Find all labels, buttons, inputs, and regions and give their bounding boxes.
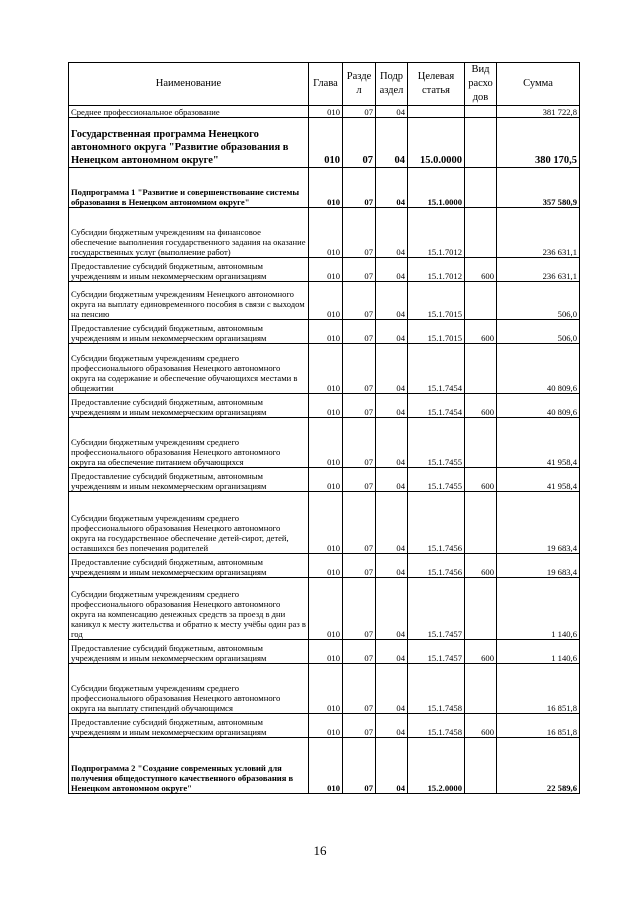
row-subsection: 04 <box>376 394 408 418</box>
row-subsection: 04 <box>376 258 408 282</box>
row-chapter: 010 <box>309 282 343 320</box>
row-section: 07 <box>343 554 376 578</box>
row-sum: 506,0 <box>497 282 580 320</box>
row-name: Субсидии бюджетным учреждениям среднего профессионального образования Ненецкого автономного округа на обеспечение питанием обучающихся <box>69 418 309 468</box>
row-section: 07 <box>343 418 376 468</box>
table-row <box>69 282 580 320</box>
row-sum: 236 631,1 <box>497 208 580 258</box>
row-sum: 236 631,1 <box>497 258 580 282</box>
row-target: 15.1.7015 <box>408 282 465 320</box>
row-subsection: 04 <box>376 168 408 208</box>
row-section: 07 <box>343 714 376 738</box>
table-row <box>69 258 580 282</box>
row-sum: 40 809,6 <box>497 344 580 394</box>
row-subsection: 04 <box>376 320 408 344</box>
table-header-row <box>69 63 580 106</box>
row-section: 07 <box>343 492 376 554</box>
row-target <box>408 106 465 118</box>
table-row <box>69 344 580 394</box>
header-sum: Сумма <box>497 63 580 106</box>
row-section: 07 <box>343 320 376 344</box>
row-name: Субсидии бюджетным учреждениям среднего профессионального образования Ненецкого автономного округа на государственное обеспечение детей-сирот, детей, оставшихся без попечения родителей <box>69 492 309 554</box>
row-section: 07 <box>343 106 376 118</box>
row-section: 07 <box>343 394 376 418</box>
row-chapter: 010 <box>309 714 343 738</box>
row-target: 15.1.7455 <box>408 418 465 468</box>
row-type <box>465 418 497 468</box>
row-type <box>465 738 497 794</box>
row-target: 15.1.7454 <box>408 344 465 394</box>
row-chapter: 010 <box>309 258 343 282</box>
row-name: Субсидии бюджетным учреждениям Ненецкого автономного округа на выплату единовременного пособия в связи с выходом на пенсию <box>69 282 309 320</box>
row-name: Предоставление субсидий бюджетным, автономным учреждениям и иным некоммерческим организациям <box>69 554 309 578</box>
row-subsection: 04 <box>376 640 408 664</box>
row-sum: 380 170,5 <box>497 118 580 168</box>
row-target: 15.1.7012 <box>408 208 465 258</box>
row-chapter: 010 <box>309 578 343 640</box>
row-name: Субсидии бюджетным учреждениям на финансовое обеспечение выполнения государственного задания на оказание государственных услуг (выполнение работ) <box>69 208 309 258</box>
row-chapter: 010 <box>309 664 343 714</box>
row-target: 15.1.7458 <box>408 714 465 738</box>
row-subsection: 04 <box>376 492 408 554</box>
row-subsection: 04 <box>376 418 408 468</box>
row-section: 07 <box>343 468 376 492</box>
row-name: Подпрограмма 2 "Создание современных условий для получения общедоступного качественного образования в Ненецком автономном округе" <box>69 738 309 794</box>
table-row <box>69 468 580 492</box>
table-row <box>69 208 580 258</box>
row-subsection: 04 <box>376 118 408 168</box>
header-type: Вид расхо дов <box>465 63 497 106</box>
row-name: Среднее профессиональное образование <box>69 106 309 118</box>
row-subsection: 04 <box>376 554 408 578</box>
row-type: 600 <box>465 554 497 578</box>
row-sum: 506,0 <box>497 320 580 344</box>
row-sum: 19 683,4 <box>497 554 580 578</box>
table-row <box>69 106 580 118</box>
table-row <box>69 320 580 344</box>
row-name: Предоставление субсидий бюджетным, автономным учреждениям и иным некоммерческим организациям <box>69 468 309 492</box>
table-row <box>69 578 580 640</box>
table-row <box>69 714 580 738</box>
row-name: Субсидии бюджетным учреждениям среднего профессионального образования Ненецкого автономного округа на компенсацию денежных средств за проезд в дни каникул к месту жительства и обратно к месту учёбы один раз в год <box>69 578 309 640</box>
row-section: 07 <box>343 640 376 664</box>
row-sum: 357 580,9 <box>497 168 580 208</box>
row-subsection: 04 <box>376 106 408 118</box>
row-target: 15.1.7457 <box>408 578 465 640</box>
row-chapter: 010 <box>309 344 343 394</box>
row-type <box>465 118 497 168</box>
row-section: 07 <box>343 344 376 394</box>
row-type <box>465 344 497 394</box>
row-type <box>465 282 497 320</box>
row-chapter: 010 <box>309 208 343 258</box>
row-chapter: 010 <box>309 468 343 492</box>
header-name: Наименование <box>69 63 309 106</box>
row-target: 15.2.0000 <box>408 738 465 794</box>
row-target: 15.1.7454 <box>408 394 465 418</box>
row-name: Государственная программа Ненецкого автономного округа "Развитие образования в Ненецком автономном округе" <box>69 118 309 168</box>
table-row <box>69 118 580 168</box>
header-subsection: Подр аздел <box>376 63 408 106</box>
row-section: 07 <box>343 258 376 282</box>
row-target: 15.1.7456 <box>408 492 465 554</box>
table-row <box>69 418 580 468</box>
table-row <box>69 168 580 208</box>
table-row <box>69 664 580 714</box>
row-target: 15.1.7455 <box>408 468 465 492</box>
row-chapter: 010 <box>309 554 343 578</box>
table-row <box>69 640 580 664</box>
row-section: 07 <box>343 738 376 794</box>
row-sum: 41 958,4 <box>497 468 580 492</box>
row-target: 15.0.0000 <box>408 118 465 168</box>
budget-table <box>68 62 580 794</box>
row-section: 07 <box>343 118 376 168</box>
row-type <box>465 492 497 554</box>
row-sum: 1 140,6 <box>497 578 580 640</box>
row-subsection: 04 <box>376 208 408 258</box>
row-sum: 16 851,8 <box>497 714 580 738</box>
row-type <box>465 578 497 640</box>
row-sum: 19 683,4 <box>497 492 580 554</box>
row-subsection: 04 <box>376 738 408 794</box>
row-section: 07 <box>343 282 376 320</box>
page-number: 16 <box>313 843 327 858</box>
row-chapter: 010 <box>309 118 343 168</box>
table-row <box>69 738 580 794</box>
row-type: 600 <box>465 640 497 664</box>
row-sum: 16 851,8 <box>497 664 580 714</box>
row-sum: 22 589,6 <box>497 738 580 794</box>
row-type <box>465 664 497 714</box>
header-section: Разде л <box>343 63 376 106</box>
row-section: 07 <box>343 578 376 640</box>
row-subsection: 04 <box>376 714 408 738</box>
table-row <box>69 554 580 578</box>
row-sum: 40 809,6 <box>497 394 580 418</box>
row-type: 600 <box>465 394 497 418</box>
row-name: Субсидии бюджетным учреждениям среднего профессионального образования Ненецкого автономного округа на выплату стипендий обучающимся <box>69 664 309 714</box>
row-chapter: 010 <box>309 168 343 208</box>
row-section: 07 <box>343 168 376 208</box>
row-sum: 41 958,4 <box>497 418 580 468</box>
row-type: 600 <box>465 258 497 282</box>
row-chapter: 010 <box>309 640 343 664</box>
table-row <box>69 492 580 554</box>
row-chapter: 010 <box>309 492 343 554</box>
row-type: 600 <box>465 714 497 738</box>
row-target: 15.1.7458 <box>408 664 465 714</box>
table-row <box>69 394 580 418</box>
row-subsection: 04 <box>376 344 408 394</box>
row-type: 600 <box>465 468 497 492</box>
row-subsection: 04 <box>376 664 408 714</box>
row-subsection: 04 <box>376 282 408 320</box>
row-name: Предоставление субсидий бюджетным, автономным учреждениям и иным некоммерческим организациям <box>69 640 309 664</box>
row-type <box>465 106 497 118</box>
header-target: Целевая статья <box>408 63 465 106</box>
row-section: 07 <box>343 664 376 714</box>
row-target: 15.1.7457 <box>408 640 465 664</box>
header-chapter: Глава <box>309 63 343 106</box>
row-name: Предоставление субсидий бюджетным, автономным учреждениям и иным некоммерческим организациям <box>69 258 309 282</box>
row-name: Предоставление субсидий бюджетным, автономным учреждениям и иным некоммерческим организациям <box>69 320 309 344</box>
row-sum: 381 722,8 <box>497 106 580 118</box>
row-name: Предоставление субсидий бюджетным, автономным учреждениям и иным некоммерческим организациям <box>69 394 309 418</box>
row-chapter: 010 <box>309 418 343 468</box>
row-target: 15.1.7456 <box>408 554 465 578</box>
row-chapter: 010 <box>309 106 343 118</box>
row-target: 15.1.7012 <box>408 258 465 282</box>
row-type <box>465 168 497 208</box>
row-subsection: 04 <box>376 468 408 492</box>
row-sum: 1 140,6 <box>497 640 580 664</box>
row-target: 15.1.7015 <box>408 320 465 344</box>
row-type <box>465 208 497 258</box>
row-chapter: 010 <box>309 738 343 794</box>
row-name: Предоставление субсидий бюджетным, автономным учреждениям и иным некоммерческим организациям <box>69 714 309 738</box>
row-chapter: 010 <box>309 394 343 418</box>
row-type: 600 <box>465 320 497 344</box>
row-name: Субсидии бюджетным учреждениям среднего профессионального образования Ненецкого автономного округа на содержание и обеспечение обучающихся местами в общежитии <box>69 344 309 394</box>
row-target: 15.1.0000 <box>408 168 465 208</box>
row-subsection: 04 <box>376 578 408 640</box>
row-chapter: 010 <box>309 320 343 344</box>
row-section: 07 <box>343 208 376 258</box>
row-name: Подпрограмма 1 "Развитие и совершенствование системы образования в Ненецком автономном округе" <box>69 168 309 208</box>
